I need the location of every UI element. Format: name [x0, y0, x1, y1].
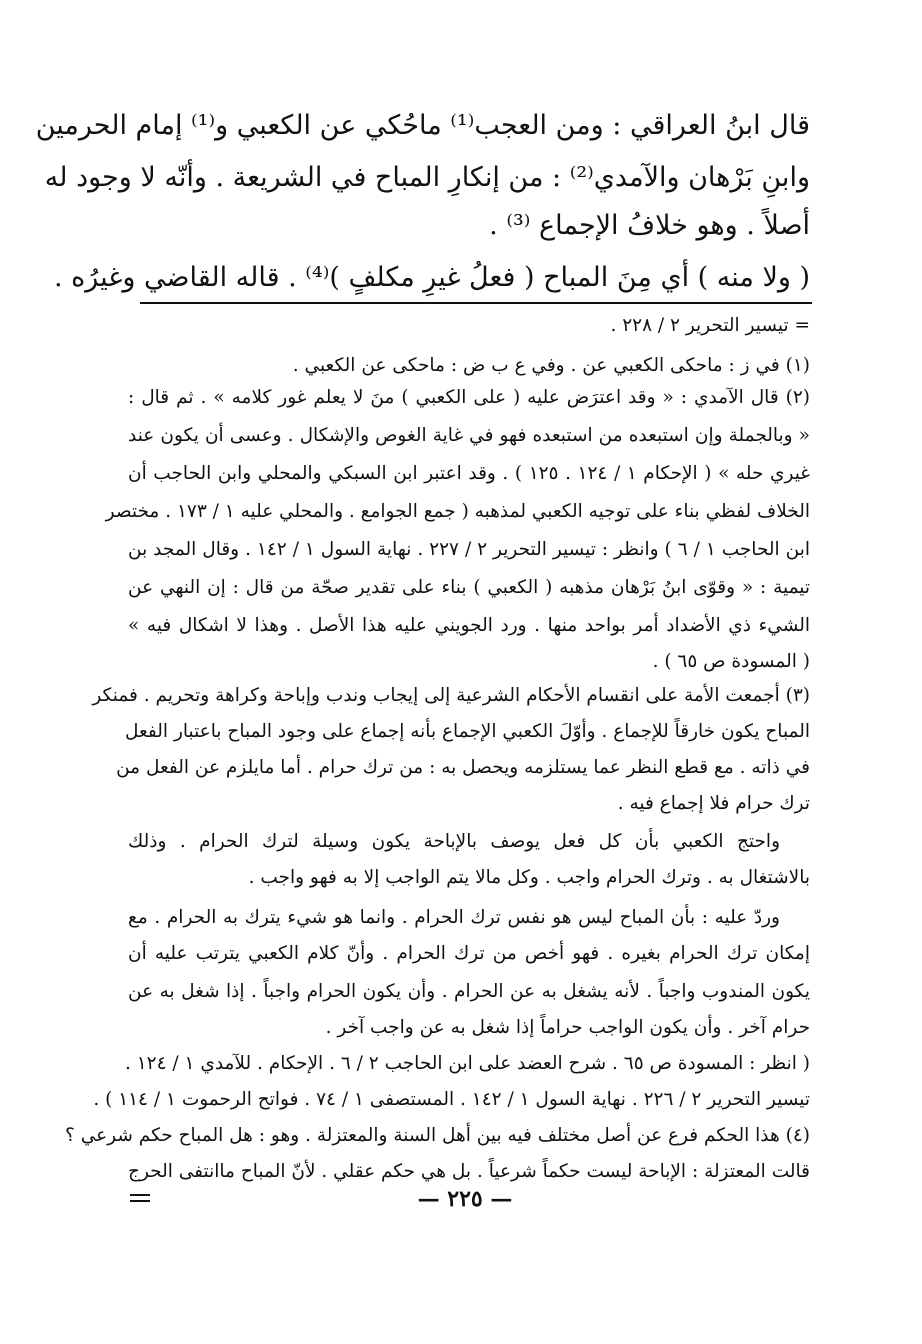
footnote-3-line: تيسير التحرير ٢ / ٢٢٦ . نهاية السول ١ / ١٤٢ . المستصفى ١ / ٧٤ . فواتح الرحموت ١ / ١١٤ ) .	[93, 1089, 810, 1110]
footnote-2-line: « وبالجملة وإن استبعده من استبعده فهو في غاية الغوص والإشكال . وعسى أن يكون عند	[128, 425, 810, 446]
footnote-3-line: بالاشتغال به . وترك الحرام واجب . وكل مالا يتم الواجب إلا به فهو واجب .	[248, 867, 810, 888]
footnote-2-line: تيمية : « وقوّى ابنُ بَرْهان مذهبه ( الكعبي ) بناء على تقدير صحّة من قال : إن النهي عن	[128, 577, 810, 598]
main-text-line-2: وابنِ بَرْهان والآمدي⁽²⁾ : من إنكارِ المباح في الشريعة . وأنّه لا وجود له	[44, 162, 810, 193]
footnote-separator	[140, 302, 812, 304]
page-number: — ٢٢٥ —	[417, 1186, 513, 1212]
footnote-3-line: في ذاته . مع قطع النظر عما يستلزمه ويحصل به : من ترك حرام . أما مايلزم عن الفعل من	[116, 757, 810, 778]
main-text-line-3: أصلاً . وهو خلافُ الإجماع ⁽³⁾ .	[489, 210, 810, 241]
footnote-2-line: الخلاف لفظي بناء على توجيه الكعبي لمذهبه ( جمع الجوامع . والمحلي عليه ١ / ١٧٣ . مختصر	[105, 501, 810, 522]
footnote-1: (١) في ز : ماحكى الكعبي عن . وفي ع ب ض : ماحكى عن الكعبي .	[292, 355, 810, 376]
footnote-3-line: ( انظر : المسودة ص ٦٥ . شرح العضد على ابن الحاجب ٢ / ٦ . الإحكام . للآمدي ١ / ١٢٤ .	[124, 1053, 810, 1074]
footnote-3-line: واحتج الكعبي بأن كل فعل يوصف بالإباحة يكون وسيلة لترك الحرام . وذلك	[128, 831, 780, 852]
footnote-2-line: ابن الحاجب ١ / ٦ ) وانظر : تيسير التحرير ٢ / ٢٢٧ . نهاية السول ١ / ١٤٢ . وقال المجد بن	[128, 539, 810, 560]
footnote-2-line: (٢) قال الآمدي : « وقد اعترَض عليه ( على الكعبي ) منَ لا يعلم غور كلامه » . ثم قال :	[128, 387, 810, 408]
footnote-3-line: إمكان ترك الحرام بغيره . فهو أخص من ترك الحرام . وأنّ كلام الكعبي يترتب عليه أن	[128, 943, 810, 964]
footnote-2-line: ( المسودة ص ٦٥ ) .	[652, 651, 810, 672]
footnote-4-line: قالت المعتزلة : الإباحة ليست حكماً شرعياً . بل هي حكم عقلي . لأنّ المباح ماانتفى الحرج	[128, 1161, 810, 1182]
footnote-3-line: يكون المندوب واجباً . لأنه يشغل به عن الحرام . وأن يكون الحرام واجباً . إذا شغل به عن	[128, 981, 810, 1002]
footnote-continuation: = تيسير التحرير ٢ / ٢٢٨ .	[610, 315, 810, 336]
footnote-3-line: ترك حرام فلا إجماع فيه .	[617, 793, 810, 814]
main-text-line-1: قال ابنُ العراقي : ومن العجب⁽¹⁾ ماحُكي عن الكعبي و⁽¹⁾ إمام الحرمين	[35, 110, 810, 141]
footnote-2-line: غيري حله » ( الإحكام ١ / ١٢٤ . ١٢٥ ) . وقد اعتبر ابن السبكي والمحلي وابن الحاجب أن	[128, 463, 810, 484]
continuation-mark	[130, 1194, 150, 1202]
footnote-3-line: المباح يكون خارقاً للإجماع . وأوّلَ الكعبي الإجماع بأنه إجماع على وجود المباح باعتبار الفعل	[125, 721, 810, 742]
main-text-line-4: ( ولا منه ) أي مِنَ المباح ( فعلُ غيرِ مكلفٍ )⁽⁴⁾ . قاله القاضي وغيرُه .	[53, 262, 810, 293]
footnote-3-line: حرام آخر . وأن يكون الواجب حراماً إذا شغل به عن واجب آخر .	[325, 1017, 810, 1038]
footnote-4-line: (٤) هذا الحكم فرع عن أصل مختلف فيه بين أهل السنة والمعتزلة . وهو : هل المباح حكم شرعي ؟	[65, 1125, 810, 1146]
footnote-3-line: وردّ عليه : بأن المباح ليس هو نفس ترك الحرام . وانما هو شيء يترك به الحرام . مع	[128, 907, 780, 928]
footnote-2-line: الشيء ذي الأضداد أمر بواحد منها . ورد الجويني عليه هذا الأصل . وهذا لا اشكال فيه »	[128, 615, 810, 636]
footnote-3-line: (٣) أجمعت الأمة على انقسام الأحكام الشرعية إلى إيجاب وندب وإباحة وكراهة وتحريم . فمنكر	[92, 685, 810, 706]
